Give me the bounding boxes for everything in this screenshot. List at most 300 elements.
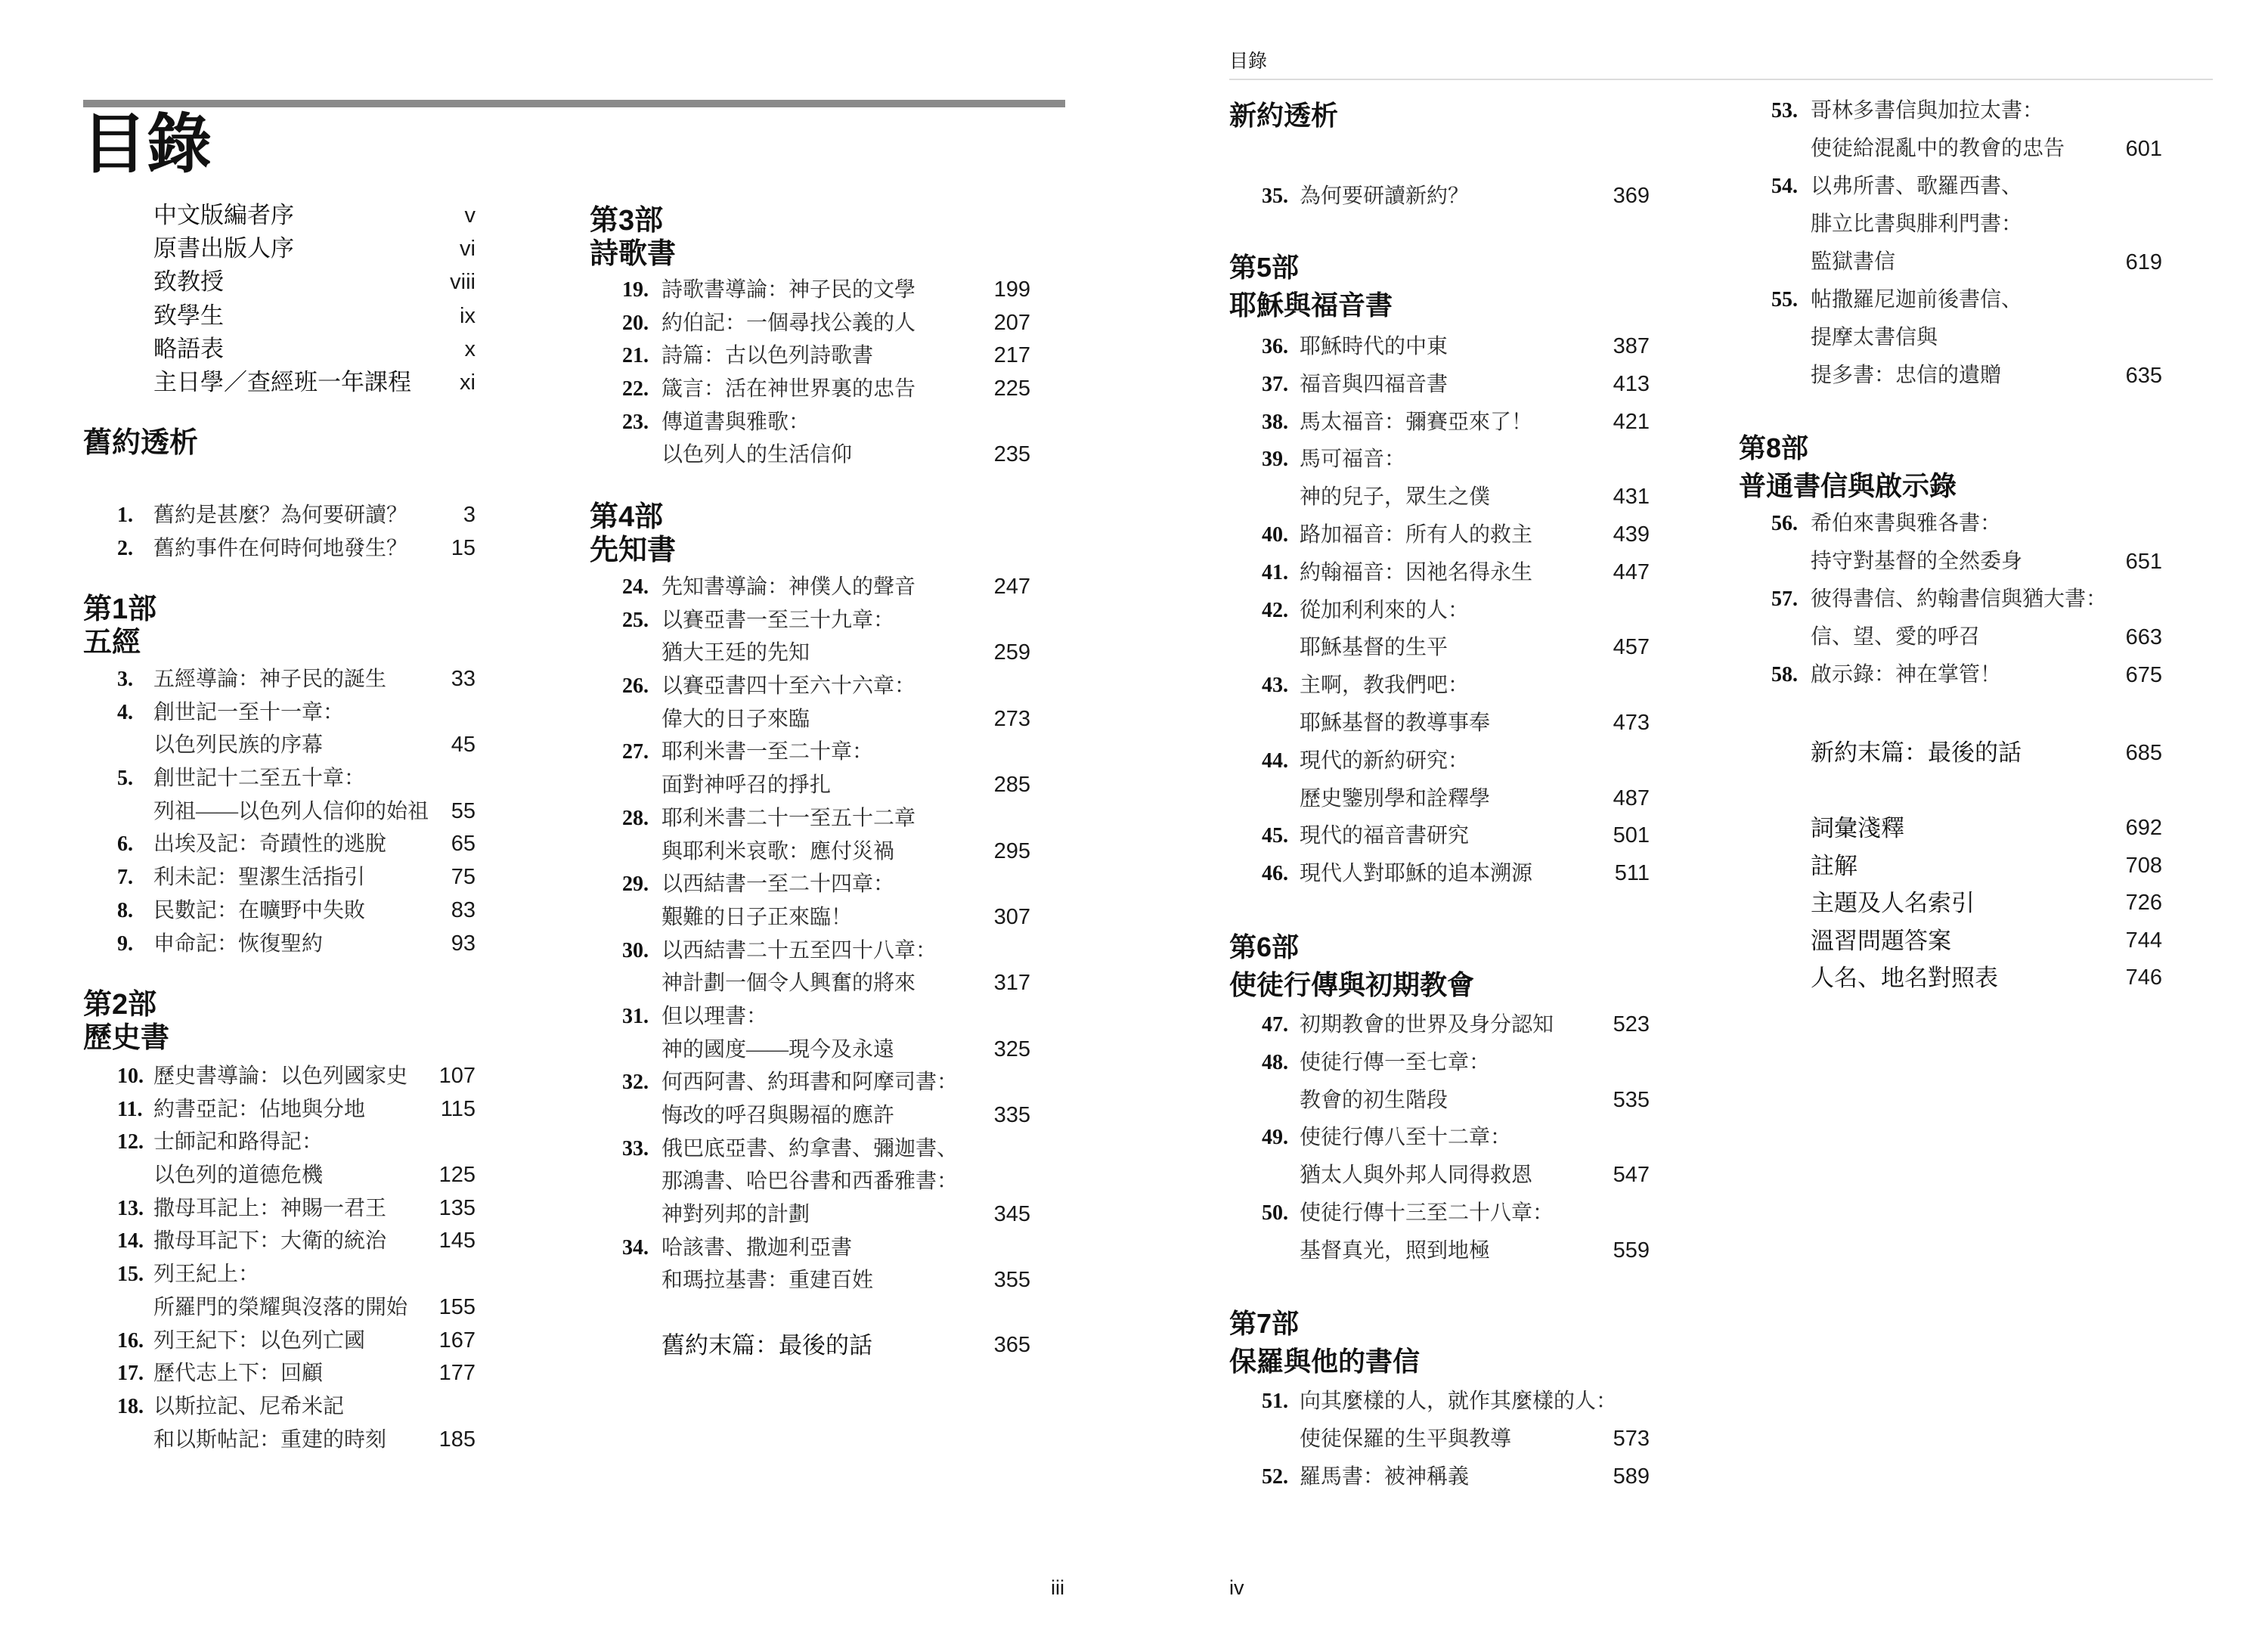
entry-number: 1. xyxy=(117,504,133,527)
entry-title: 與耶利米哀歌：應付災禍 xyxy=(662,839,895,863)
toc-entry xyxy=(622,934,1030,1000)
entry-number: 13. xyxy=(117,1196,144,1220)
entry-title: 民數記：在曠野中失敗 xyxy=(153,898,366,922)
entry-number: 31. xyxy=(622,1004,649,1028)
entry-title: 艱難的日子正來臨！ xyxy=(662,905,853,929)
entry-number: 42. xyxy=(1262,598,1288,622)
entry-page-number: 33 xyxy=(451,667,476,691)
toc-entry xyxy=(1262,1458,1650,1496)
toc-entry-line xyxy=(622,901,1030,934)
entry-page-number: 199 xyxy=(993,277,1030,302)
toc-entry xyxy=(622,736,1030,801)
toc-entry-line xyxy=(1262,780,1650,818)
entry-title: 先知書導論：神僕人的聲音 xyxy=(662,575,916,599)
entry-number: 48. xyxy=(1262,1050,1288,1074)
entry-number: 34. xyxy=(622,1235,649,1260)
entry-page-number: 487 xyxy=(1613,786,1650,810)
entry-number: 40. xyxy=(1262,522,1288,547)
toc-list-part-2 xyxy=(117,1060,476,1456)
entry-page-number: 457 xyxy=(1613,635,1650,660)
toc-entry xyxy=(622,339,1030,373)
entry-title: 舊約末篇：最後的話 xyxy=(662,1332,872,1359)
entry-page-number: 207 xyxy=(993,310,1030,335)
toc-entry-line xyxy=(1262,328,1650,366)
toc-entry-line xyxy=(1771,543,2162,581)
entry-title: 和以斯帖記：重建的時刻 xyxy=(153,1427,387,1452)
toc-list-part-5 xyxy=(1262,328,1650,893)
part-title: 詩歌書 xyxy=(590,238,677,270)
toc-entry-line xyxy=(1771,618,2162,656)
toc-entry-line xyxy=(117,1192,476,1226)
toc-entry xyxy=(1771,656,2162,694)
toc-entry-line xyxy=(1262,629,1650,667)
toc-entry-line xyxy=(117,532,476,566)
toc-entry-line xyxy=(117,762,476,795)
toc-entry-line xyxy=(117,894,476,928)
toc-list-part-7 xyxy=(1262,1383,1650,1495)
part-heading-4 xyxy=(590,500,676,567)
entry-title: 希伯來書與雅各書： xyxy=(1811,512,2002,535)
toc-entry xyxy=(622,274,1030,307)
toc-entry-line xyxy=(1771,130,2162,168)
toc-entry xyxy=(1262,1044,1650,1120)
entry-page-number: 295 xyxy=(993,838,1030,863)
toc-entry-line xyxy=(117,696,476,730)
entry-number: 38. xyxy=(1262,410,1288,434)
entry-title: 提摩太書信與 xyxy=(1811,326,1938,349)
toc-entry xyxy=(117,232,476,265)
toc-entry-line xyxy=(1262,1458,1650,1496)
toc-entry xyxy=(117,1060,476,1093)
entry-title: 猶大王廷的先知 xyxy=(662,641,810,665)
toc-entry-line xyxy=(622,769,1030,802)
entry-number: 3. xyxy=(117,668,133,691)
entry-number: 8. xyxy=(117,898,133,922)
entry-title: 傳道書與雅歌： xyxy=(662,410,810,434)
entry-page-number: 365 xyxy=(993,1333,1030,1357)
entry-title: 以西結書二十五至四十八章： xyxy=(662,938,937,962)
entry-number: 41. xyxy=(1262,560,1288,584)
toc-entry-line xyxy=(622,571,1030,604)
toc-entry-line xyxy=(117,861,476,894)
entry-title: 以斯拉記、尼希米記 xyxy=(153,1394,345,1418)
entry-title: 士師記和路得記： xyxy=(153,1130,324,1154)
toc-list-new-testament xyxy=(1262,178,1650,215)
entry-title: 面對神呼召的掙扎 xyxy=(662,773,832,798)
entry-page-number: 45 xyxy=(451,733,476,758)
part-heading-7 xyxy=(1229,1305,1420,1381)
toc-entry-line xyxy=(1262,817,1650,855)
section-heading-new-testament: 新約透析 xyxy=(1229,100,1339,131)
entry-page-number: 217 xyxy=(993,343,1030,368)
entry-number: 36. xyxy=(1262,335,1288,358)
part-label: 第6部 xyxy=(1229,931,1300,962)
entry-title: 主啊，教我們吧： xyxy=(1300,674,1470,698)
toc-entry xyxy=(622,571,1030,604)
entry-title: 原書出版人序 xyxy=(153,235,294,262)
entry-title: 詞彙淺釋 xyxy=(1811,815,1904,841)
toc-entry xyxy=(622,868,1030,934)
toc-entry xyxy=(622,406,1030,472)
entry-page-number: 573 xyxy=(1613,1426,1650,1451)
toc-entry xyxy=(1262,366,1650,404)
part-title: 先知書 xyxy=(590,535,677,566)
entry-page-number: 675 xyxy=(2125,663,2162,687)
toc-entry-line xyxy=(1262,1383,1650,1421)
toc-entry-line xyxy=(1262,1195,1650,1232)
toc-entry-line xyxy=(117,366,476,399)
entry-title: 俄巴底亞書、約拿書、彌迦書、 xyxy=(662,1136,959,1161)
entry-title: 彼得書信、約翰書信與猶大書： xyxy=(1811,587,2108,611)
entry-title: 列祖——以色列人信仰的始祖 xyxy=(153,799,429,823)
entry-number: 19. xyxy=(622,278,649,302)
entry-title: 使徒行傳一至七章： xyxy=(1300,1050,1491,1074)
entry-page-number: 663 xyxy=(2125,625,2162,649)
toc-list-part-7-continued xyxy=(1771,92,2162,395)
entry-title: 啟示錄：神在掌管！ xyxy=(1811,663,2002,686)
toc-entry-line xyxy=(117,729,476,762)
toc-entry xyxy=(117,1192,476,1226)
toc-entry xyxy=(117,1225,476,1258)
entry-number: 24. xyxy=(622,575,649,599)
entry-page-number: 115 xyxy=(440,1096,476,1121)
toc-entry xyxy=(1262,592,1650,668)
entry-title: 福音與四福音書 xyxy=(1300,372,1448,396)
toc-entry xyxy=(1262,441,1650,516)
toc-entry xyxy=(1262,1119,1650,1195)
entry-title: 現代的福音書研究 xyxy=(1300,824,1470,848)
entry-title: 舊約是甚麼？為何要研讀？ xyxy=(153,504,408,527)
toc-entry xyxy=(1771,848,2162,885)
toc-entry-line xyxy=(1262,366,1650,404)
entry-page-number: 447 xyxy=(1613,559,1650,584)
entry-page-number: 523 xyxy=(1613,1012,1650,1037)
entry-page-number: 746 xyxy=(2125,965,2162,990)
entry-title: 向其麼樣的人，就作其麼樣的人： xyxy=(1300,1390,1618,1413)
toc-entry-line xyxy=(117,1159,476,1192)
entry-page-number: 235 xyxy=(993,442,1030,467)
toc-entry-line xyxy=(117,1225,476,1258)
entry-title: 略語表 xyxy=(153,335,224,362)
toc-list-part-1 xyxy=(117,663,476,960)
toc-entry xyxy=(1771,281,2162,395)
toc-entry-line xyxy=(622,637,1030,670)
toc-entry-line xyxy=(622,1033,1030,1067)
entry-title: 以賽亞書一至三十九章： xyxy=(662,608,895,632)
entry-number: 37. xyxy=(1262,372,1288,396)
toc-entry-line xyxy=(1262,1421,1650,1458)
entry-title: 神的兒子，眾生之僕 xyxy=(1300,485,1491,510)
entry-title: 箴言：活在神世界裏的忠告 xyxy=(662,377,916,401)
entry-title: 路加福音：所有人的救主 xyxy=(1300,522,1533,547)
entry-page-number: 501 xyxy=(1613,823,1650,848)
toc-entry-line xyxy=(622,835,1030,869)
toc-entry-line xyxy=(622,703,1030,736)
toc-entry xyxy=(1262,855,1650,893)
entry-title: 使徒行傳八至十二章： xyxy=(1300,1126,1512,1150)
entry-title: 耶穌基督的生平 xyxy=(1300,636,1448,660)
entry-title: 耶穌時代的中東 xyxy=(1300,335,1448,358)
entry-page-number: 685 xyxy=(2125,741,2162,765)
toc-list-nt-closing xyxy=(1771,734,2162,772)
toc-entry xyxy=(1771,885,2162,922)
entry-page-number: v xyxy=(464,203,476,228)
toc-entry-line xyxy=(117,1291,476,1325)
entry-title: 註解 xyxy=(1811,852,1857,879)
toc-entry xyxy=(117,199,476,232)
toc-entry-line xyxy=(1262,855,1650,893)
toc-entry xyxy=(117,1126,476,1192)
entry-title: 列王紀下：以色列亡國 xyxy=(153,1328,366,1353)
toc-entry-line xyxy=(622,438,1030,472)
entry-page-number: 387 xyxy=(1613,334,1650,358)
entry-number: 26. xyxy=(622,674,649,699)
toc-entry xyxy=(622,1000,1030,1066)
toc-entry-line xyxy=(117,199,476,232)
entry-title: 猶太人與外邦人同得救恩 xyxy=(1300,1164,1533,1188)
toc-entry-line xyxy=(622,1329,1030,1362)
entry-title: 哈該書、撒迦利亞書 xyxy=(662,1235,853,1260)
toc-list-part-8 xyxy=(1771,505,2162,694)
toc-entry xyxy=(622,1232,1030,1297)
entry-page-number: 355 xyxy=(993,1268,1030,1293)
toc-entry-line xyxy=(1262,1232,1650,1270)
entry-title: 和瑪拉基書：重建百姓 xyxy=(662,1269,874,1293)
toc-entry xyxy=(1771,92,2162,168)
entry-page-number: 259 xyxy=(993,640,1030,665)
entry-title: 主日學／查經班一年課程 xyxy=(153,368,411,395)
entry-number: 28. xyxy=(622,806,649,830)
toc-entry-line xyxy=(1262,441,1650,479)
toc-entry-line xyxy=(622,339,1030,373)
entry-page-number: 167 xyxy=(438,1328,476,1353)
toc-entry-line xyxy=(1771,281,2162,319)
entry-title: 耶穌基督的教導事奉 xyxy=(1300,711,1491,735)
toc-entry xyxy=(1262,1383,1650,1458)
toc-entry-line xyxy=(1262,479,1650,516)
entry-page-number: 726 xyxy=(2125,891,2162,915)
entry-title: 偉大的日子來臨 xyxy=(662,707,810,731)
entry-page-number: 559 xyxy=(1613,1238,1650,1263)
entry-number: 53. xyxy=(1771,99,1798,122)
entry-title: 利未記：聖潔生活指引 xyxy=(153,866,366,890)
toc-entry xyxy=(117,861,476,894)
entry-page-number: x xyxy=(464,336,476,361)
entry-title: 帖撒羅尼迦前後書信、 xyxy=(1811,288,2023,311)
toc-entry xyxy=(1771,168,2162,281)
toc-entry-line xyxy=(117,1126,476,1159)
toc-entry xyxy=(1771,581,2162,656)
toc-entry xyxy=(1771,922,2162,960)
toc-entry-line xyxy=(117,795,476,829)
toc-entry-line xyxy=(1262,178,1650,215)
entry-title: 約伯記：一個尋找公義的人 xyxy=(662,311,916,335)
entry-title: 以色列人的生活信仰 xyxy=(662,443,853,467)
entry-number: 20. xyxy=(622,311,649,335)
toc-entry xyxy=(622,1329,1030,1362)
entry-title: 歷代志上下：回顧 xyxy=(153,1362,324,1386)
entry-page-number: 692 xyxy=(2125,816,2162,840)
toc-entry xyxy=(117,1357,476,1390)
entry-title: 馬可福音： xyxy=(1300,448,1406,472)
entry-title: 悔改的呼召與賜福的應許 xyxy=(662,1104,895,1127)
toc-entry-line xyxy=(1771,848,2162,885)
toc-entry xyxy=(1771,810,2162,848)
entry-number: 22. xyxy=(622,377,649,401)
entry-number: 21. xyxy=(622,344,649,368)
entry-page-number: 185 xyxy=(438,1427,476,1452)
entry-page-number: 473 xyxy=(1613,710,1650,735)
entry-title: 初期教會的世界及身分認知 xyxy=(1300,1013,1554,1037)
entry-number: 16. xyxy=(117,1328,144,1353)
entry-page-number: 145 xyxy=(438,1229,476,1253)
toc-entry xyxy=(622,802,1030,868)
toc-entry-line xyxy=(622,1264,1030,1297)
entry-page-number: xi xyxy=(460,370,476,395)
toc-entry-line xyxy=(1771,734,2162,772)
toc-entry-line xyxy=(1262,1082,1650,1120)
toc-entry-line xyxy=(1262,705,1650,742)
toc-entry-line xyxy=(117,232,476,265)
entry-title: 撒母耳記下：大衛的統治 xyxy=(153,1229,387,1253)
entry-page-number: 83 xyxy=(451,897,476,922)
toc-entry-line xyxy=(117,499,476,532)
toc-list-part-4 xyxy=(622,571,1030,1297)
entry-number: 2. xyxy=(117,536,133,560)
toc-list-ot-closing xyxy=(622,1329,1030,1362)
entry-number: 9. xyxy=(117,931,133,956)
entry-title: 列王紀上： xyxy=(153,1263,260,1287)
toc-entry-line xyxy=(1771,959,2162,997)
entry-number: 27. xyxy=(622,740,649,764)
entry-title: 舊約事件在何時何地發生？ xyxy=(153,536,408,560)
part-title: 使徒行傳與初期教會 xyxy=(1229,969,1475,1000)
entry-page-number: 247 xyxy=(993,575,1030,599)
toc-entry xyxy=(117,265,476,299)
entry-page-number: 273 xyxy=(993,706,1030,731)
entry-number: 43. xyxy=(1262,674,1288,698)
toc-entry xyxy=(117,894,476,928)
entry-number: 51. xyxy=(1262,1390,1288,1413)
toc-entry-line xyxy=(1771,357,2162,395)
toc-entry-line xyxy=(622,1066,1030,1099)
entry-title: 哥林多書信與加拉太書： xyxy=(1811,99,2044,122)
front-matter-list xyxy=(117,199,476,399)
toc-entry xyxy=(1262,404,1650,442)
entry-title: 腓立比書與腓利門書： xyxy=(1811,212,2023,236)
page-number-right: iv xyxy=(1229,1576,1244,1599)
entry-title: 使徒給混亂中的教會的忠告 xyxy=(1811,137,2065,160)
entry-page-number: 345 xyxy=(993,1202,1030,1227)
toc-entry xyxy=(117,532,476,566)
entry-number: 15. xyxy=(117,1263,144,1287)
toc-entry xyxy=(117,663,476,696)
entry-title: 何西阿書、約珥書和阿摩司書： xyxy=(662,1071,959,1095)
toc-entry-line xyxy=(1262,592,1650,630)
entry-number: 4. xyxy=(117,700,133,724)
toc-entry-line xyxy=(1262,1006,1650,1044)
entry-title: 以賽亞書四十至六十六章： xyxy=(662,674,916,699)
entry-page-number: 317 xyxy=(993,971,1030,996)
toc-entry-line xyxy=(1771,581,2162,618)
toc-entry-line xyxy=(117,1060,476,1093)
entry-number: 11. xyxy=(117,1097,143,1121)
entry-title: 為何要研讀新約？ xyxy=(1300,184,1470,208)
toc-entry-line xyxy=(1262,1044,1650,1082)
entry-title: 使徒保羅的生平與教導 xyxy=(1300,1427,1512,1451)
entry-title: 羅馬書：被神稱義 xyxy=(1300,1464,1470,1489)
entry-page-number: 93 xyxy=(451,931,476,956)
entry-number: 54. xyxy=(1771,175,1798,198)
entry-page-number: vi xyxy=(460,237,476,262)
toc-entry-line xyxy=(117,299,476,333)
entry-page-number: ix xyxy=(460,303,476,328)
toc-entry-line xyxy=(117,1325,476,1358)
toc-entry xyxy=(622,604,1030,670)
entry-title: 創世記十二至五十章： xyxy=(153,767,366,791)
entry-page-number: 225 xyxy=(993,377,1030,401)
entry-number: 32. xyxy=(622,1071,649,1095)
toc-entry xyxy=(117,499,476,532)
entry-page-number: 307 xyxy=(993,904,1030,929)
entry-page-number: 651 xyxy=(2125,550,2162,574)
toc-entry xyxy=(1262,1195,1650,1270)
toc-entry-line xyxy=(622,1000,1030,1033)
entry-title: 但以理書： xyxy=(662,1004,768,1028)
entry-page-number: 15 xyxy=(451,535,476,560)
toc-entry-line xyxy=(1771,92,2162,130)
toc-entry-line xyxy=(1771,505,2162,543)
part-heading-1 xyxy=(83,593,156,659)
entry-number: 6. xyxy=(117,832,133,857)
part-label: 第2部 xyxy=(83,989,157,1021)
entry-page-number: 619 xyxy=(2125,250,2162,274)
toc-entry xyxy=(622,373,1030,406)
part-heading-3 xyxy=(590,204,676,271)
toc-entry-line xyxy=(622,1099,1030,1133)
toc-entry xyxy=(1262,742,1650,818)
toc-entry-line xyxy=(622,1198,1030,1232)
entry-title: 監獄書信 xyxy=(1811,250,1896,274)
entry-page-number: 511 xyxy=(1614,861,1650,886)
entry-title: 以西結書一至二十四章： xyxy=(662,872,895,897)
toc-entry-line xyxy=(117,1258,476,1291)
entry-number: 49. xyxy=(1262,1126,1288,1150)
entry-title: 以色列的道德危機 xyxy=(153,1164,324,1188)
toc-entry-line xyxy=(1262,516,1650,554)
part-label: 第7部 xyxy=(1229,1308,1300,1339)
entry-title: 信、望、愛的呼召 xyxy=(1811,625,1981,649)
toc-entry xyxy=(1771,734,2162,772)
entry-page-number: 177 xyxy=(438,1361,476,1386)
entry-page-number: 547 xyxy=(1613,1163,1650,1188)
entry-title: 提多書：忠信的遺贈 xyxy=(1811,364,2002,387)
toc-entry xyxy=(1262,516,1650,554)
part-title: 保羅與他的書信 xyxy=(1229,1346,1421,1377)
entry-page-number: 125 xyxy=(438,1163,476,1188)
entry-title: 人名、地名對照表 xyxy=(1811,965,1998,991)
entry-page-number: 635 xyxy=(2125,364,2162,388)
toc-entry-line xyxy=(117,663,476,696)
part-label: 第1部 xyxy=(83,593,157,625)
toc-list-part-6 xyxy=(1262,1006,1650,1270)
toc-entry xyxy=(622,1133,1030,1232)
toc-entry-line xyxy=(622,604,1030,637)
entry-number: 55. xyxy=(1771,288,1798,311)
entry-title: 溫習問題答案 xyxy=(1811,927,1951,954)
toc-entry-line xyxy=(1262,742,1650,780)
entry-title: 使徒行傳十三至二十八章： xyxy=(1300,1201,1554,1225)
